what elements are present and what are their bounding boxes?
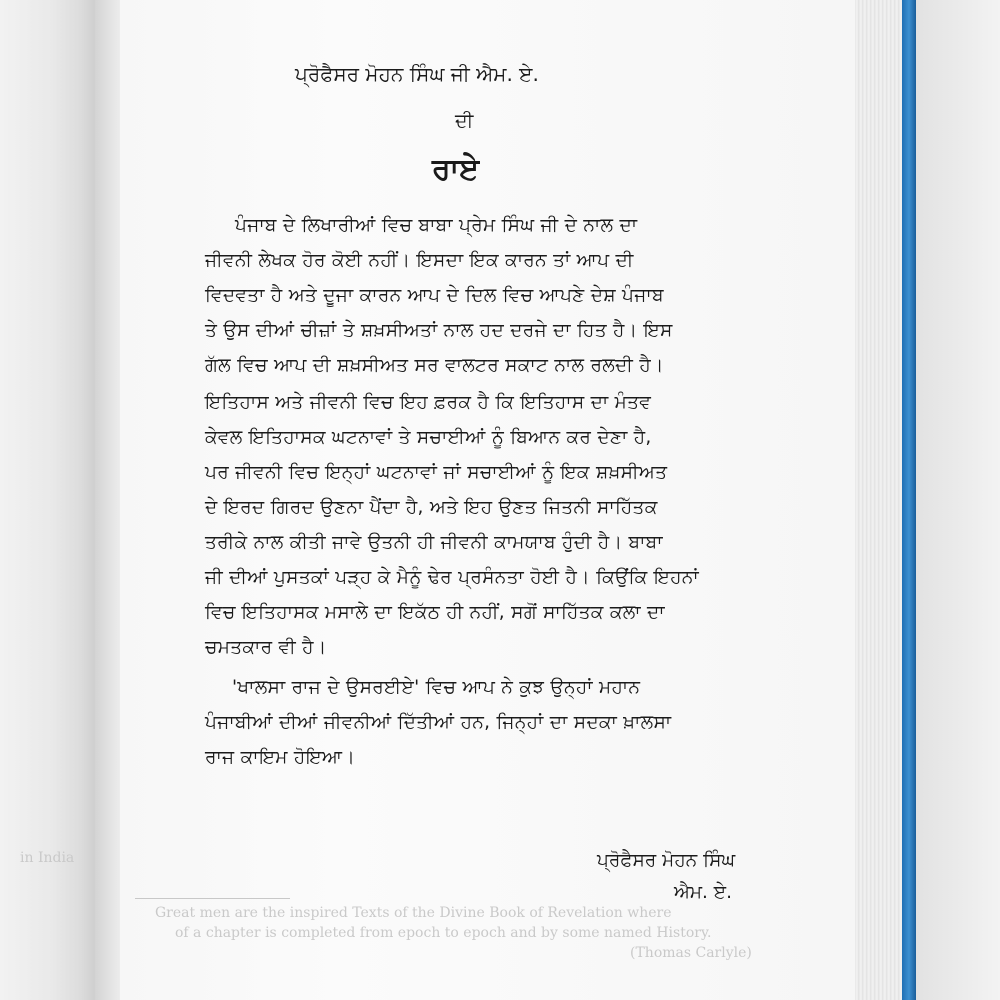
- signature-name: ਪ੍ਰੋਫੈਸਰ ਮੋਹਨ ਸਿੰਘ: [597, 850, 736, 871]
- bleed-footnote-credit: (Thomas Carlyle): [630, 945, 752, 961]
- body-line: ਪਰ ਜੀਵਨੀ ਵਿਚ ਇਨ੍ਹਾਂ ਘਟਨਾਵਾਂ ਜਾਂ ਸਚਾਈਆਂ ਨੂੰ ਇਕ ਸ਼ਖ਼ਸੀਅਤ: [205, 462, 668, 483]
- bleed-side-text: in India: [20, 850, 75, 866]
- body-line: ਤੇ ਉਸ ਦੀਆਂ ਚੀਜ਼ਾਂ ਤੇ ਸ਼ਖ਼ਸੀਅਤਾਂ ਨਾਲ ਹਦ ਦਰਜੇ ਦਾ ਹਿਤ ਹੈ। ਇਸ: [205, 320, 673, 341]
- body-line: ਜੀਵਨੀ ਲੇਖਕ ਹੋਰ ਕੋਈ ਨਹੀਂ। ਇਸਦਾ ਇਕ ਕਾਰਨ ਤਾਂ ਆਪ ਦੀ: [205, 250, 634, 271]
- body-line: ਵਿਚ ਇਤਿਹਾਸਕ ਮਸਾਲੇ ਦਾ ਇਕੱਠ ਹੀ ਨਹੀਂ, ਸਗੋਂ ਸਾਹਿੱਤਕ ਕਲਾ ਦਾ: [205, 602, 665, 623]
- body-line: 'ਖਾਲਸਾ ਰਾਜ ਦੇ ਉਸਰਈਏ' ਵਿਚ ਆਪ ਨੇ ਕੁਝ ਉਨ੍ਹਾਂ ਮਹਾਨ: [232, 677, 641, 698]
- background-right: [916, 0, 1000, 1000]
- body-line: ਦੇ ਇਰਦ ਗਿਰਦ ਉਣਨਾ ਪੈਂਦਾ ਹੈ, ਅਤੇ ਇਹ ਉਣਤ ਜਿਤਨੀ ਸਾਹਿੱਤਕ: [205, 497, 658, 518]
- blue-cover-edge: [902, 0, 916, 1000]
- bleed-footnote-line2: of a chapter is completed from epoch to epoch and by some named History.: [175, 925, 712, 941]
- body-line: ਇਤਿਹਾਸ ਅਤੇ ਜੀਵਨੀ ਵਿਚ ਇਹ ਫ਼ਰਕ ਹੈ ਕਿ ਇਤਿਹਾਸ ਦਾ ਮੰਤਵ: [205, 392, 652, 413]
- page-title: ਰਾਏ: [432, 152, 480, 187]
- footnote-rule: [135, 898, 290, 899]
- bleed-footnote-line1: Great men are the inspired Texts of the Divine Book of Revelation where: [155, 905, 672, 921]
- body-line: ਕੇਵਲ ਇਤਿਹਾਸਕ ਘਟਨਾਵਾਂ ਤੇ ਸਚਾਈਆਂ ਨੂੰ ਬਿਆਨ ਕਰ ਦੇਣਾ ਹੈ,: [205, 427, 652, 448]
- body-line: ਰਾਜ ਕਾਇਮ ਹੋਇਆ।: [205, 747, 356, 768]
- body-line: ਪੰਜਾਬ ਦੇ ਲਿਖਾਰੀਆਂ ਵਿਚ ਬਾਬਾ ਪ੍ਰੇਮ ਸਿੰਘ ਜੀ ਦੇ ਨਾਲ ਦਾ: [235, 215, 638, 236]
- body-line: ਪੰਜਾਬੀਆਂ ਦੀਆਂ ਜੀਵਨੀਆਂ ਦਿੱਤੀਆਂ ਹਨ, ਜਿਨ੍ਹਾਂ ਦਾ ਸਦਕਾ ਖ਼ਾਲਸਾ: [205, 712, 672, 733]
- page-edges: [855, 0, 905, 1000]
- book-gutter: [95, 0, 120, 1000]
- body-line: ਜੀ ਦੀਆਂ ਪੁਸਤਕਾਂ ਪੜ੍ਹ ਕੇ ਮੈਨੂੰ ਢੇਰ ਪ੍ਰਸੰਨਤਾ ਹੋਈ ਹੈ। ਕਿਉਂਕਿ ਇਹਨਾਂ: [205, 567, 699, 588]
- body-line: ਤਰੀਕੇ ਨਾਲ ਕੀਤੀ ਜਾਵੇ ਉਤਨੀ ਹੀ ਜੀਵਨੀ ਕਾਮਯਾਬ ਹੁੰਦੀ ਹੈ। ਬਾਬਾ: [205, 532, 663, 553]
- signature-degree: ਐਮ. ਏ.: [674, 882, 732, 903]
- heading-connector: ਦੀ: [455, 110, 474, 132]
- body-line: ਵਿਦਵਤਾ ਹੈ ਅਤੇ ਦੂਜਾ ਕਾਰਨ ਆਪ ਦੇ ਦਿਲ ਵਿਚ ਆਪਣੇ ਦੇਸ਼ ਪੰਜਾਬ: [205, 285, 664, 306]
- body-line: ਚਮਤਕਾਰ ਵੀ ਹੈ।: [205, 637, 327, 658]
- body-line: ਗੱਲ ਵਿਚ ਆਪ ਦੀ ਸ਼ਖ਼ਸੀਅਤ ਸਰ ਵਾਲਟਰ ਸਕਾਟ ਨਾਲ ਰਲਦੀ ਹੈ।: [205, 355, 664, 376]
- author-heading: ਪ੍ਰੋਫੈਸਰ ਮੋਹਨ ਸਿੰਘ ਜੀ ਐਮ. ਏ.: [295, 62, 539, 86]
